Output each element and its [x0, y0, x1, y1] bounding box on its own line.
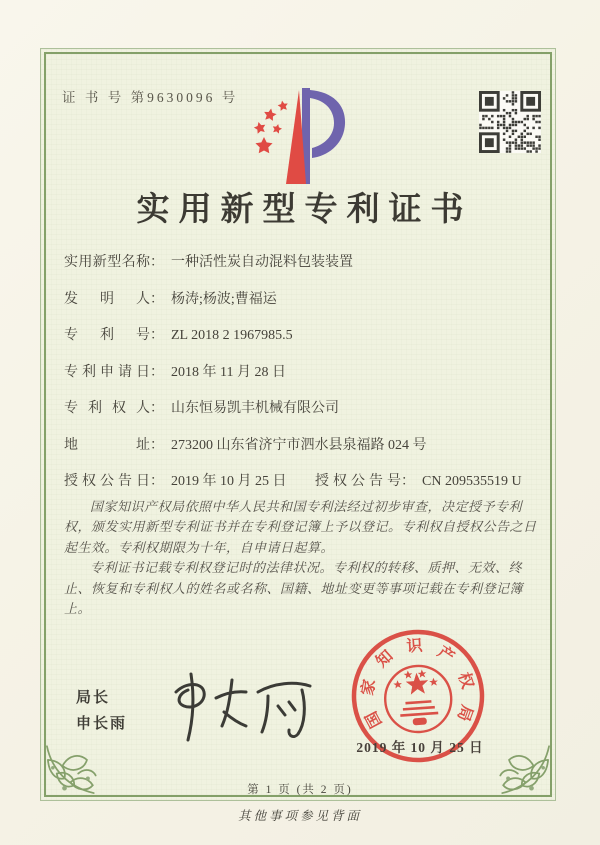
commissioner-title: 局长	[76, 690, 111, 706]
field-inventors: 发明人： 杨涛;杨波;曹福运	[64, 288, 542, 310]
svg-text:国: 国	[363, 708, 386, 731]
legal-paragraph-2: 专利证书记载专利权登记时的法律状况。专利权的转移、质押、无效、终止、恢复和专利权人的姓名或名称、国籍、地址变更等事项记载在专利登记簿上。	[64, 560, 524, 617]
field-patent-number: 专利号： ZL 2018 2 1967985.5	[64, 324, 542, 346]
field-value: 山东恒易凯丰机械有限公司	[171, 401, 339, 416]
field-label: 地址	[64, 437, 150, 453]
field-value: 273200 山东省济宁市泗水县泉福路 024 号	[171, 437, 427, 453]
field-label: 专利申请日	[64, 364, 150, 380]
field-value: 一种活性炭自动混料包装装置	[171, 255, 353, 270]
svg-text:局: 局	[453, 702, 476, 724]
field-patentee: 专利权人： 山东恒易凯丰机械有限公司	[64, 397, 542, 419]
field-value: ZL 2018 2 1967985.5	[171, 328, 293, 343]
field-value: 杨涛;杨波;曹福运	[171, 291, 277, 307]
field-label: 发明人	[64, 291, 150, 307]
field-grant-row	[64, 470, 542, 492]
field-value: 2018 年 11 月 28 日	[171, 364, 286, 380]
back-side-note: 其他事项参见背面	[237, 809, 362, 823]
seal-date: 2019 年 10 月 25 日	[356, 740, 484, 755]
field-address: 地址： 273200 山东省济宁市泗水县泉福路 024 号	[64, 434, 542, 456]
svg-text:知: 知	[373, 647, 397, 671]
field-grant-date: 授权公告日： 2019 年 10 月 25 日	[64, 474, 287, 489]
field-filing-date: 专利申请日： 2018 年 11 月 28 日	[64, 361, 542, 383]
svg-text:产: 产	[434, 643, 458, 667]
field-invention-name: 实用新型名称： 一种活性炭自动混料包装装置	[64, 251, 542, 273]
field-label: 实用新型名称	[64, 255, 150, 270]
field-label: 专利权人	[64, 401, 150, 416]
svg-text:识: 识	[405, 637, 424, 656]
certificate-title: 实用新型专利证书	[136, 192, 473, 228]
legal-text	[64, 497, 542, 619]
field-grant-number: 授权公告号： CN 209535519 U	[315, 474, 522, 489]
field-label: 专利号	[64, 328, 150, 343]
commissioner-name: 申长雨	[76, 716, 128, 732]
commissioner-block	[76, 688, 127, 740]
signature-shen-changyu	[158, 668, 318, 748]
page-number: 第 1 页 (共 2 页)	[247, 784, 353, 796]
national-emblem-icon	[383, 664, 453, 734]
svg-text:家: 家	[359, 678, 380, 697]
qr-code	[479, 91, 541, 153]
cnipa-patent-logo-icon	[250, 84, 350, 190]
svg-text:权: 权	[454, 670, 476, 691]
legal-paragraph-1: 国家知识产权局依照中华人民共和国专利法经过初步审查，决定授予专利权，颁发实用新型专利证书并在专利登记簿上予以登记。专利权自授权公告之日起生效。专利权期限为十年，自申请日起算。	[64, 499, 537, 555]
certificate-fields	[64, 251, 542, 507]
certificate-number: 证 书 号 第9630096 号	[62, 90, 239, 105]
